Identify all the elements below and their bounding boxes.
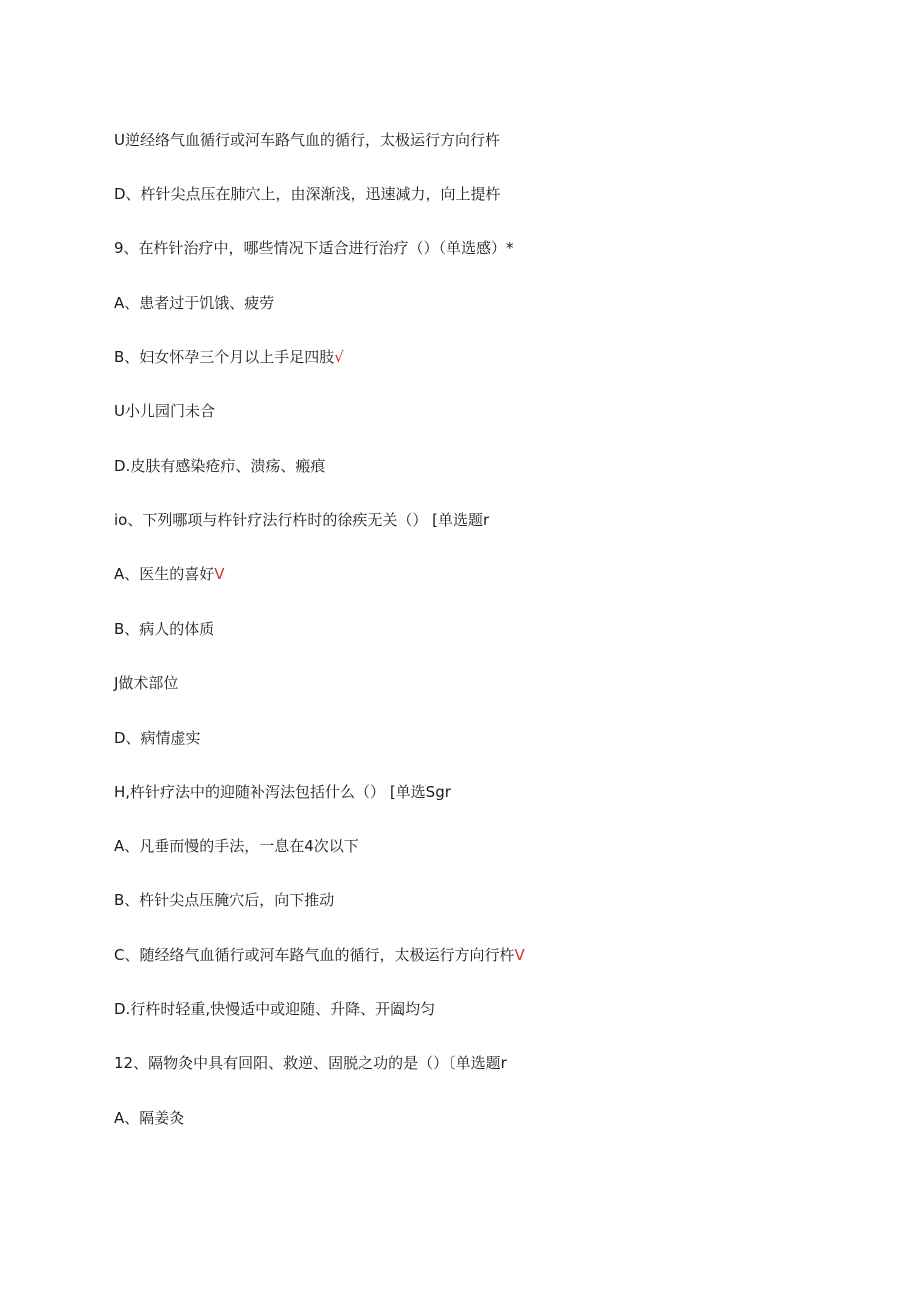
line-text: U逆经络气血循行或河车路气血的循行，太极运行方向行杵	[114, 131, 500, 149]
option-line	[114, 890, 334, 910]
option-line	[114, 673, 178, 693]
answer-mark: V	[214, 565, 225, 583]
line-text: B、病人的体质	[114, 620, 215, 638]
option-line	[114, 347, 344, 367]
option-line	[114, 401, 215, 421]
line-text: A、隔姜灸	[114, 1109, 185, 1127]
text-line	[114, 130, 500, 150]
option-line	[114, 456, 325, 476]
option-line	[114, 836, 359, 856]
line-text: U小儿园门未合	[114, 402, 215, 420]
line-text: A、患者过于饥饿、疲劳	[114, 294, 275, 312]
line-text: A、凡垂而慢的手法，一息在4次以下	[114, 837, 359, 855]
answer-mark: V	[514, 946, 525, 964]
line-text: J做术部位	[114, 674, 179, 692]
line-text: C、随经络气血循行或河车路气血的循行，太极运行方向行杵	[114, 946, 515, 964]
question-line	[114, 510, 489, 530]
question-line	[114, 782, 451, 802]
option-line	[114, 1108, 184, 1128]
line-text: 12、隔物灸中具有回阳、救逆、固脱之功的是（）〔单选题r	[114, 1054, 507, 1072]
line-text: 9、在杵针治疗中，哪些情况下适合进行治疗（）（单选感）*	[114, 239, 514, 257]
line-text: B、妇女怀孕三个月以上手足四肢	[114, 348, 335, 366]
line-text: A、医生的喜好	[114, 565, 215, 583]
option-line	[114, 999, 435, 1019]
question-line	[114, 238, 514, 258]
line-text: io、下列哪项与杵针疗法行杵时的徐疾无关（） [单选题r	[114, 511, 490, 529]
line-text: B、杵针尖点压腌穴后，向下推动	[114, 891, 335, 909]
line-text: H,杵针疗法中的迎随补泻法包括什么（） [单选Sgr	[114, 783, 451, 801]
question-line	[114, 1053, 507, 1073]
line-text: D.行杵时轻重,快慢适中或迎随、升降、开阖均匀	[114, 1000, 436, 1018]
answer-mark: √	[334, 348, 344, 366]
option-line	[114, 945, 525, 965]
option-line	[114, 293, 274, 313]
line-text: D、杵针尖点压在肺穴上，由深渐浅，迅速减力，向上提杵	[114, 185, 501, 203]
line-text: D、病情虚实	[114, 729, 201, 747]
option-line	[114, 619, 214, 639]
option-line	[114, 564, 225, 584]
option-line	[114, 184, 501, 204]
line-text: D.皮肤有感染疮疖、溃疡、瘢痕	[114, 457, 326, 475]
option-line	[114, 728, 201, 748]
